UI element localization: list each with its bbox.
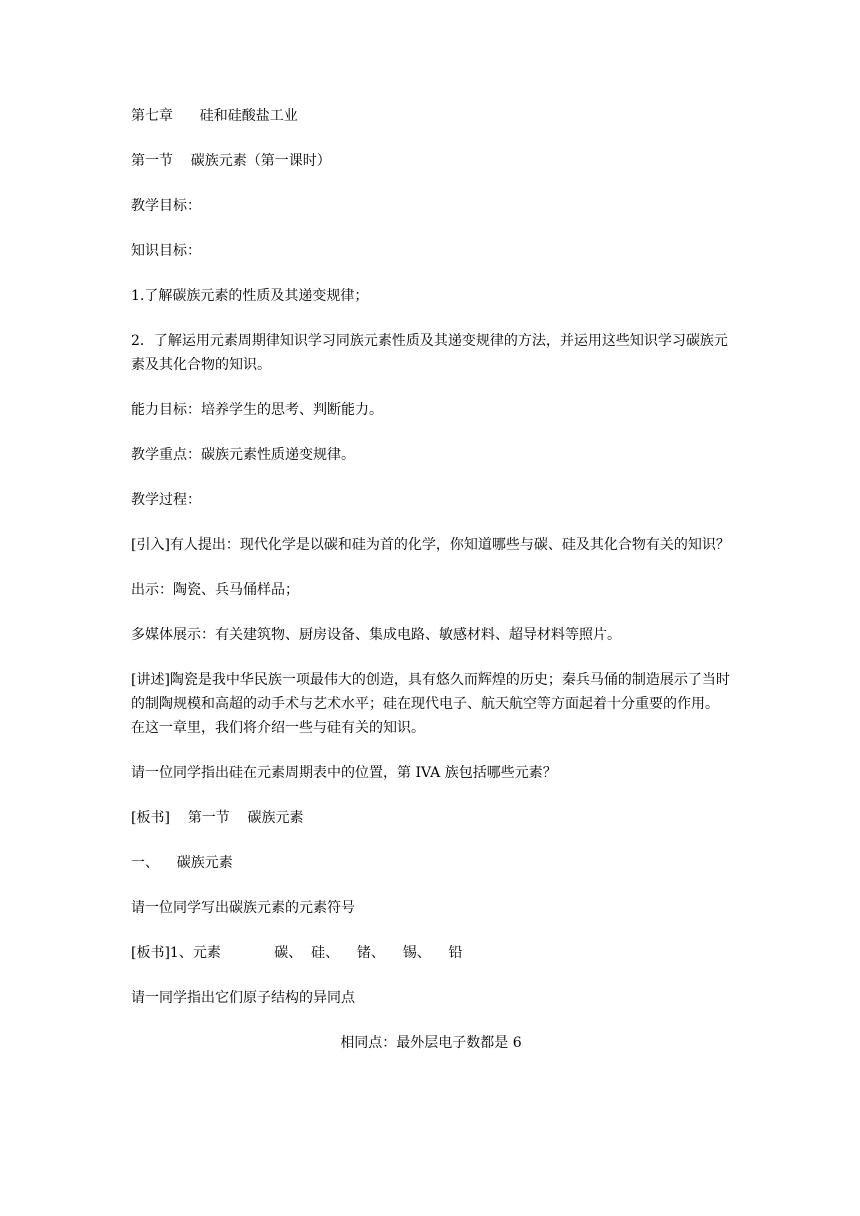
teaching-key-point: 教学重点：碳族元素性质递变规律。 [131, 447, 355, 463]
lecture-paragraph: [讲述]陶瓷是我中华民族一项最伟大的创造，具有悠久而辉煌的历史；秦兵马俑的制造展示了当时的制陶规模和高超的动手术与艺术水平；硅在现代电子、航天航空等方面起着十分重要的作用。在这一章里，我们将介绍一些与硅有关的知识。 [131, 672, 730, 736]
question-silicon-position: 请一位同学指出硅在元素周期表中的位置，第 IVA 族包括哪些元素？ [131, 765, 557, 781]
knowledge-goals-heading: 知识目标： [131, 243, 201, 259]
section-title: 第一节 碳族元素（第一课时） [131, 153, 331, 169]
knowledge-goal-2: 2．了解运用元素周期律知识学习同族元素性质及其递变规律的方法，并运用这些知识学习碳族元素及其化合物的知识。 [131, 333, 728, 373]
document-page [131, 104, 731, 1076]
carbon-group-heading: 一、 碳族元素 [131, 855, 233, 871]
teaching-goals-heading: 教学目标： [131, 198, 201, 214]
show-samples: 出示：陶瓷、兵马俑样品； [131, 582, 299, 598]
question-element-symbols: 请一位同学写出碳族元素的元素符号 [131, 900, 355, 916]
teaching-process-heading: 教学过程： [131, 492, 201, 508]
intro-paragraph: [引入]有人提出：现代化学是以碳和硅为首的化学，你知道哪些与碳、硅及其化合物有关的知识？ [131, 537, 730, 553]
board-section-title: [板书] 第一节 碳族元素 [131, 810, 304, 826]
board-elements: [板书]1、元素 碳、 硅、 锗、 锡、 铅 [131, 945, 463, 961]
ability-goal: 能力目标：培养学生的思考、判断能力。 [131, 402, 383, 418]
chapter-title: 第七章 硅和硅酸盐工业 [131, 108, 298, 124]
knowledge-goal-1: 1.了解碳族元素的性质及其递变规律； [131, 288, 369, 304]
multimedia-display: 多媒体展示：有关建筑物、厨房设备、集成电路、敏感材料、超导材料等照片。 [131, 627, 621, 643]
similarity-line: 相同点：最外层电子数都是 6 [340, 1035, 522, 1051]
question-atomic-structure: 请一同学指出它们原子结构的异同点 [131, 990, 355, 1006]
